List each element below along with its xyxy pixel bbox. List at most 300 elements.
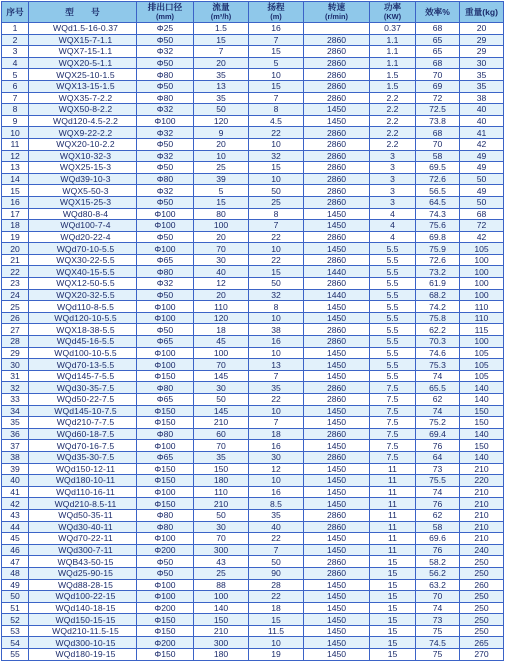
cell-speed: 1450: [304, 243, 370, 255]
cell-power: 11: [370, 463, 416, 475]
cell-diameter: Φ100: [137, 243, 194, 255]
cell-no: 50: [2, 591, 29, 603]
cell-model: WQB43-50-15: [29, 556, 137, 568]
table-row: [2, 451, 504, 463]
cell-speed: 2860: [304, 80, 370, 92]
cell-power: 1.1: [370, 46, 416, 58]
cell-no: 55: [2, 649, 29, 661]
cell-flow: 100: [194, 347, 249, 359]
cell-weight: 50: [460, 196, 504, 208]
cell-power: 4: [370, 220, 416, 232]
cell-model: WQX15-25-3: [29, 196, 137, 208]
table-row: [2, 440, 504, 452]
cell-power: 5.5: [370, 359, 416, 371]
cell-head: 13: [249, 359, 304, 371]
table-row: [2, 521, 504, 533]
cell-no: 47: [2, 556, 29, 568]
cell-head: 8: [249, 104, 304, 116]
cell-head: 16: [249, 486, 304, 498]
cell-power: 2.2: [370, 127, 416, 139]
table-row: [2, 254, 504, 266]
cell-flow: 30: [194, 382, 249, 394]
cell-efficiency: 69: [416, 80, 460, 92]
cell-power: 5.5: [370, 370, 416, 382]
cell-no: 19: [2, 231, 29, 243]
cell-head: 10: [249, 405, 304, 417]
cell-speed: 2860: [304, 196, 370, 208]
cell-flow: 88: [194, 579, 249, 591]
cell-weight: 150: [460, 440, 504, 452]
cell-no: 44: [2, 521, 29, 533]
cell-model: WQd145-7-5.5: [29, 370, 137, 382]
cell-flow: 145: [194, 405, 249, 417]
cell-efficiency: 75: [416, 649, 460, 661]
cell-weight: 110: [460, 312, 504, 324]
cell-speed: 2860: [304, 394, 370, 406]
cell-no: 23: [2, 278, 29, 290]
cell-power: 7.5: [370, 405, 416, 417]
cell-model: WQd210-11.5-15: [29, 625, 137, 637]
cell-no: 18: [2, 220, 29, 232]
cell-speed: 2860: [304, 127, 370, 139]
table-row: [2, 278, 504, 290]
cell-efficiency: 75.3: [416, 359, 460, 371]
table-row: [2, 80, 504, 92]
cell-head: 22: [249, 533, 304, 545]
cell-diameter: Φ150: [137, 405, 194, 417]
cell-model: WQX13-15-1.5: [29, 80, 137, 92]
cell-speed: 2860: [304, 57, 370, 69]
cell-flow: 210: [194, 498, 249, 510]
cell-power: 11: [370, 533, 416, 545]
cell-speed: 2860: [304, 428, 370, 440]
cell-efficiency: 74: [416, 602, 460, 614]
cell-weight: 30: [460, 57, 504, 69]
cell-model: WQd20-22-4: [29, 231, 137, 243]
cell-no: 22: [2, 266, 29, 278]
cell-diameter: Φ100: [137, 208, 194, 220]
header-no: 序号: [2, 2, 29, 23]
cell-weight: 250: [460, 591, 504, 603]
cell-power: 1.1: [370, 57, 416, 69]
cell-efficiency: 68: [416, 57, 460, 69]
cell-head: 18: [249, 428, 304, 440]
table-row: [2, 625, 504, 637]
cell-weight: 105: [460, 370, 504, 382]
cell-model: WQd70-13-5.5: [29, 359, 137, 371]
cell-head: 10: [249, 312, 304, 324]
cell-head: 22: [249, 591, 304, 603]
cell-speed: 1450: [304, 475, 370, 487]
table-row: [2, 231, 504, 243]
cell-model: WQX40-15-5.5: [29, 266, 137, 278]
cell-power: 11: [370, 498, 416, 510]
cell-flow: 70: [194, 243, 249, 255]
cell-flow: 180: [194, 475, 249, 487]
table-row: [2, 150, 504, 162]
cell-speed: 2860: [304, 185, 370, 197]
cell-no: 12: [2, 150, 29, 162]
cell-speed: 2860: [304, 556, 370, 568]
cell-head: 15: [249, 80, 304, 92]
cell-head: 22: [249, 127, 304, 139]
cell-flow: 18: [194, 324, 249, 336]
cell-efficiency: 73.8: [416, 115, 460, 127]
cell-efficiency: 74.2: [416, 301, 460, 313]
cell-weight: 250: [460, 602, 504, 614]
cell-diameter: Φ32: [137, 46, 194, 58]
cell-flow: 12: [194, 278, 249, 290]
cell-no: 20: [2, 243, 29, 255]
cell-model: WQX20-10-2.2: [29, 138, 137, 150]
cell-model: WQd300-10-15: [29, 637, 137, 649]
table-row: [2, 509, 504, 521]
cell-diameter: Φ150: [137, 463, 194, 475]
cell-power: 5.5: [370, 289, 416, 301]
cell-model: WQd110-8-5.5: [29, 301, 137, 313]
cell-head: 28: [249, 579, 304, 591]
table-row: [2, 544, 504, 556]
cell-weight: 29: [460, 46, 504, 58]
cell-weight: 105: [460, 359, 504, 371]
cell-diameter: Φ100: [137, 359, 194, 371]
cell-speed: 1440: [304, 266, 370, 278]
header-flow: 流量 (m³/h): [194, 2, 249, 23]
cell-speed: 2860: [304, 509, 370, 521]
cell-weight: 29: [460, 34, 504, 46]
cell-flow: 120: [194, 115, 249, 127]
cell-no: 27: [2, 324, 29, 336]
table-row: [2, 591, 504, 603]
cell-model: WQd145-10-7.5: [29, 405, 137, 417]
cell-weight: 270: [460, 649, 504, 661]
cell-speed: 1450: [304, 104, 370, 116]
cell-model: WQX12-50-5.5: [29, 278, 137, 290]
cell-speed: 2860: [304, 150, 370, 162]
cell-head: 19: [249, 649, 304, 661]
cell-head: 5: [249, 57, 304, 69]
cell-head: 15: [249, 46, 304, 58]
cell-no: 40: [2, 475, 29, 487]
cell-power: 1.1: [370, 34, 416, 46]
cell-speed: 1450: [304, 405, 370, 417]
cell-efficiency: 75.6: [416, 220, 460, 232]
cell-model: WQd50-22-7.5: [29, 394, 137, 406]
cell-efficiency: 72.6: [416, 173, 460, 185]
table-row: [2, 405, 504, 417]
cell-power: 3: [370, 162, 416, 174]
cell-weight: 100: [460, 289, 504, 301]
cell-head: 50: [249, 556, 304, 568]
cell-model: WQd300-7-11: [29, 544, 137, 556]
cell-speed: 2860: [304, 173, 370, 185]
cell-speed: 2860: [304, 451, 370, 463]
cell-model: WQd30-35-7.5: [29, 382, 137, 394]
cell-diameter: Φ50: [137, 231, 194, 243]
cell-efficiency: 74.6: [416, 347, 460, 359]
cell-head: 10: [249, 173, 304, 185]
cell-power: 2.2: [370, 138, 416, 150]
header-diameter: 排出口径 (mm): [137, 2, 194, 23]
cell-no: 29: [2, 347, 29, 359]
cell-no: 17: [2, 208, 29, 220]
cell-head: 16: [249, 23, 304, 35]
cell-head: 22: [249, 231, 304, 243]
cell-no: 15: [2, 185, 29, 197]
cell-weight: 110: [460, 301, 504, 313]
cell-flow: 300: [194, 637, 249, 649]
cell-efficiency: 75.9: [416, 243, 460, 255]
cell-model: WQd39-10-3: [29, 173, 137, 185]
table-row: [2, 382, 504, 394]
cell-speed: 1450: [304, 347, 370, 359]
cell-model: WQX20-5-1.1: [29, 57, 137, 69]
cell-diameter: Φ50: [137, 57, 194, 69]
cell-efficiency: 74: [416, 370, 460, 382]
table-row: [2, 23, 504, 35]
cell-speed: 2860: [304, 254, 370, 266]
cell-head: 7: [249, 544, 304, 556]
cell-model: WQd45-16-5.5: [29, 336, 137, 348]
cell-flow: 80: [194, 208, 249, 220]
cell-flow: 10: [194, 150, 249, 162]
cell-flow: 45: [194, 336, 249, 348]
cell-model: WQd210-7-7.5: [29, 417, 137, 429]
cell-speed: 1450: [304, 312, 370, 324]
cell-power: 15: [370, 625, 416, 637]
table-row: [2, 533, 504, 545]
table-row: [2, 289, 504, 301]
cell-head: 25: [249, 196, 304, 208]
cell-power: 5.5: [370, 312, 416, 324]
header-head: 扬程 (m): [249, 2, 304, 23]
table-row: [2, 370, 504, 382]
cell-power: 15: [370, 567, 416, 579]
cell-diameter: Φ50: [137, 556, 194, 568]
cell-head: 10: [249, 243, 304, 255]
cell-flow: 25: [194, 567, 249, 579]
cell-efficiency: 70: [416, 138, 460, 150]
cell-flow: 35: [194, 451, 249, 463]
cell-flow: 1.5: [194, 23, 249, 35]
cell-efficiency: 58: [416, 150, 460, 162]
cell-efficiency: 74.5: [416, 637, 460, 649]
table-body: [2, 23, 504, 661]
cell-head: 22: [249, 394, 304, 406]
cell-speed: 2860: [304, 138, 370, 150]
cell-head: 50: [249, 278, 304, 290]
cell-flow: 7: [194, 46, 249, 58]
cell-power: 1.5: [370, 80, 416, 92]
table-row: [2, 637, 504, 649]
cell-flow: 110: [194, 486, 249, 498]
table-row: [2, 428, 504, 440]
table-row: [2, 301, 504, 313]
cell-flow: 20: [194, 231, 249, 243]
cell-diameter: Φ80: [137, 69, 194, 81]
cell-speed: 1450: [304, 301, 370, 313]
cell-diameter: Φ25: [137, 23, 194, 35]
table-row: [2, 324, 504, 336]
cell-efficiency: 75.5: [416, 475, 460, 487]
cell-flow: 150: [194, 463, 249, 475]
table-row: [2, 347, 504, 359]
cell-model: WQX20-32-5.5: [29, 289, 137, 301]
cell-flow: 180: [194, 649, 249, 661]
cell-flow: 70: [194, 359, 249, 371]
cell-head: 12: [249, 463, 304, 475]
cell-power: 5.5: [370, 278, 416, 290]
table-row: [2, 173, 504, 185]
cell-head: 22: [249, 254, 304, 266]
cell-flow: 15: [194, 196, 249, 208]
cell-no: 34: [2, 405, 29, 417]
cell-power: 11: [370, 475, 416, 487]
cell-weight: 150: [460, 417, 504, 429]
cell-head: 32: [249, 150, 304, 162]
cell-flow: 70: [194, 533, 249, 545]
table-row: [2, 196, 504, 208]
cell-weight: 250: [460, 625, 504, 637]
table-row: [2, 92, 504, 104]
cell-diameter: Φ100: [137, 115, 194, 127]
cell-no: 32: [2, 382, 29, 394]
cell-no: 42: [2, 498, 29, 510]
cell-efficiency: 58.2: [416, 556, 460, 568]
header-row: [2, 2, 504, 23]
cell-efficiency: 72.6: [416, 254, 460, 266]
cell-power: 5.5: [370, 301, 416, 313]
cell-no: 6: [2, 80, 29, 92]
cell-weight: 210: [460, 463, 504, 475]
cell-weight: 115: [460, 324, 504, 336]
cell-model: WQd35-30-7.5: [29, 451, 137, 463]
cell-head: 35: [249, 509, 304, 521]
cell-diameter: Φ150: [137, 649, 194, 661]
cell-diameter: Φ100: [137, 579, 194, 591]
cell-efficiency: 76: [416, 498, 460, 510]
cell-speed: 2860: [304, 336, 370, 348]
cell-efficiency: 68.2: [416, 289, 460, 301]
cell-speed: 1450: [304, 208, 370, 220]
cell-flow: 15: [194, 34, 249, 46]
cell-efficiency: 70: [416, 591, 460, 603]
cell-head: 32: [249, 289, 304, 301]
cell-speed: 1450: [304, 220, 370, 232]
cell-diameter: Φ80: [137, 521, 194, 533]
cell-model: WQd30-40-11: [29, 521, 137, 533]
cell-no: 46: [2, 544, 29, 556]
cell-diameter: Φ32: [137, 127, 194, 139]
cell-model: WQX7-15-1.1: [29, 46, 137, 58]
cell-power: 2.2: [370, 115, 416, 127]
cell-efficiency: 70.3: [416, 336, 460, 348]
cell-no: 7: [2, 92, 29, 104]
cell-diameter: Φ50: [137, 80, 194, 92]
cell-flow: 50: [194, 509, 249, 521]
cell-model: WQd70-10-5.5: [29, 243, 137, 255]
table-row: [2, 138, 504, 150]
cell-model: WQd88-28-15: [29, 579, 137, 591]
header-speed: 转速 (r/min): [304, 2, 370, 23]
cell-efficiency: 64: [416, 451, 460, 463]
cell-diameter: Φ50: [137, 196, 194, 208]
cell-head: 11.5: [249, 625, 304, 637]
cell-speed: 2860: [304, 567, 370, 579]
cell-flow: 60: [194, 428, 249, 440]
cell-head: 4.5: [249, 115, 304, 127]
cell-diameter: Φ200: [137, 602, 194, 614]
cell-efficiency: 68: [416, 23, 460, 35]
cell-power: 7.5: [370, 394, 416, 406]
cell-power: 11: [370, 521, 416, 533]
cell-no: 24: [2, 289, 29, 301]
cell-speed: 1450: [304, 614, 370, 626]
cell-head: 38: [249, 324, 304, 336]
cell-power: 7.5: [370, 417, 416, 429]
cell-speed: 1450: [304, 625, 370, 637]
cell-diameter: Φ65: [137, 254, 194, 266]
cell-model: WQd180-19-15: [29, 649, 137, 661]
cell-speed: 1450: [304, 649, 370, 661]
cell-no: 13: [2, 162, 29, 174]
cell-flow: 50: [194, 394, 249, 406]
cell-head: 10: [249, 69, 304, 81]
cell-diameter: Φ50: [137, 567, 194, 579]
cell-weight: 250: [460, 567, 504, 579]
cell-model: WQX35-7-2.2: [29, 92, 137, 104]
cell-model: WQd150-12-11: [29, 463, 137, 475]
cell-weight: 210: [460, 509, 504, 521]
cell-no: 21: [2, 254, 29, 266]
cell-power: 11: [370, 544, 416, 556]
cell-speed: 2860: [304, 92, 370, 104]
cell-efficiency: 58: [416, 521, 460, 533]
cell-weight: 105: [460, 243, 504, 255]
cell-diameter: Φ50: [137, 324, 194, 336]
cell-power: 15: [370, 614, 416, 626]
cell-no: 43: [2, 509, 29, 521]
cell-no: 28: [2, 336, 29, 348]
table-row: [2, 602, 504, 614]
cell-power: 15: [370, 637, 416, 649]
cell-flow: 140: [194, 602, 249, 614]
cell-no: 14: [2, 173, 29, 185]
cell-power: 15: [370, 649, 416, 661]
cell-weight: 49: [460, 150, 504, 162]
cell-power: 15: [370, 579, 416, 591]
cell-weight: 41: [460, 127, 504, 139]
cell-no: 54: [2, 637, 29, 649]
cell-efficiency: 74: [416, 486, 460, 498]
table-row: [2, 162, 504, 174]
cell-diameter: Φ100: [137, 220, 194, 232]
cell-model: WQX9-22-2.2: [29, 127, 137, 139]
cell-speed: 2860: [304, 382, 370, 394]
cell-weight: 40: [460, 104, 504, 116]
cell-weight: 260: [460, 579, 504, 591]
cell-efficiency: 73.2: [416, 266, 460, 278]
cell-diameter: Φ200: [137, 637, 194, 649]
cell-head: 10: [249, 138, 304, 150]
cell-model: WQd100-22-15: [29, 591, 137, 603]
cell-diameter: Φ100: [137, 486, 194, 498]
header-efficiency: 效率%: [416, 2, 460, 23]
cell-flow: 50: [194, 104, 249, 116]
cell-efficiency: 75.8: [416, 312, 460, 324]
table-row: [2, 336, 504, 348]
cell-no: 45: [2, 533, 29, 545]
